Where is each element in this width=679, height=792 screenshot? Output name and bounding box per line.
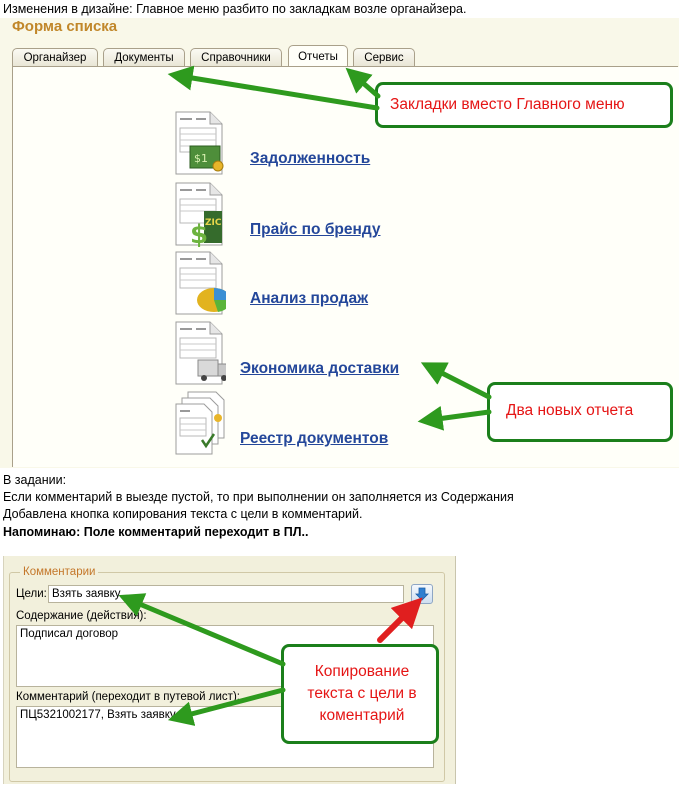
arrow-to-registry-report [430,412,489,420]
report-link-brand-price[interactable]: Прайс по бренду [250,221,381,238]
comments-group-title: Комментарии [20,566,98,578]
arrow-to-comment-field [180,690,283,717]
task-line-1: Если комментарий в выезде пустой, то при выполнении он заполняется из Содержания [3,490,514,504]
report-link-sales-analysis[interactable]: Анализ продаж [250,290,369,307]
callout-tabs-text: Закладки вместо Главного меню [390,96,625,113]
goal-value: Взять заявку [52,588,121,600]
tab-service[interactable]: Сервис [353,48,415,66]
tab-organizer[interactable]: Органайзер [12,48,98,66]
comment-label: Комментарий (переходит в путевой лист): [16,691,240,703]
svg-text:ZIC: ZIC [205,218,222,228]
goal-label: Цели: [16,588,47,600]
arrow-to-goal-field [130,600,283,664]
arrow-to-delivery-report [432,368,489,397]
report-link-debt[interactable]: Задолженность [250,150,371,167]
task-line-2: Добавлена кнопка копирования текста с цели в комментарий. [3,507,363,521]
arrow-to-reports-tab [355,76,378,96]
task-heading: В задании: [3,473,67,487]
svg-text:$: $ [190,220,209,247]
callout-new-reports-text: Два новых отчета [506,402,634,419]
comment-value: ПЦ5321002177, Взять заявку [20,709,176,721]
tab-reports[interactable]: Отчеты [288,45,348,67]
content-value: Подписал договор [20,628,119,640]
callout-copy-text: Копирование текста с цели в коментарий [307,663,417,724]
svg-text:$1: $1 [194,152,208,165]
tab-references[interactable]: Справочники [190,48,282,66]
report-link-documents-registry[interactable]: Реестр документов [240,430,389,447]
arrow-to-copy-button [380,608,412,640]
intro-text: Изменения в дизайне: Главное меню разбито по закладкам возле органайзера. [3,2,467,16]
form-title: Форма списка [12,18,118,35]
tab-documents[interactable]: Документы [103,48,185,66]
task-reminder: Напоминаю: Поле комментарий переходит в ПЛ.. [3,525,309,539]
arrow-to-tabs-left [180,76,377,108]
content-label: Содержание (действия): [16,610,147,622]
report-link-delivery-economics[interactable]: Экономика доставки [240,360,400,377]
